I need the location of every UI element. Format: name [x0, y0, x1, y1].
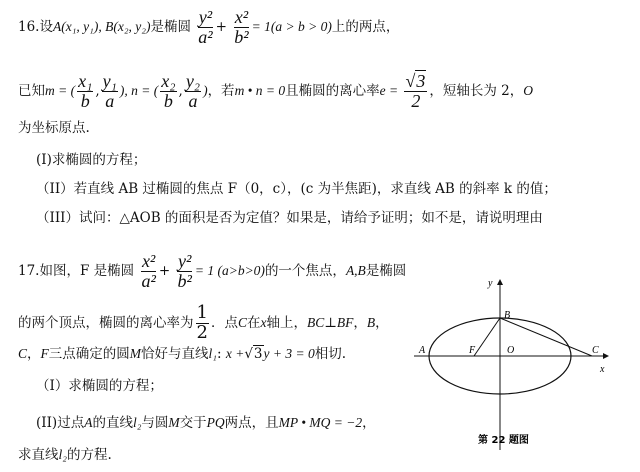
frac-one-half: $\frac{1}{2}$ — [196, 302, 208, 343]
p17-line2: 的两个顶点，椭圆的离心率为 $\frac{1}{2}$ ．点C在x轴上，BC⊥BF，B， — [18, 302, 389, 343]
p17-condition: = 1 (a>b>0) — [194, 262, 265, 278]
label-x: x — [600, 364, 605, 375]
ellipse-figure — [412, 272, 612, 452]
figure-caption: 第 22 题图 — [478, 435, 529, 446]
p16-points: A(x₁, y₁), B(x₂, y₂) — [52, 18, 151, 34]
p16-text: 是椭圆 — [150, 18, 191, 35]
vector-dot-product: MP • MQ = −2 — [278, 415, 363, 430]
label-b: B — [504, 310, 511, 321]
label-c: C — [592, 345, 599, 356]
p17-frac-x: $\frac{\text{x²}}{\text{a²}}$ — [141, 251, 156, 291]
perpendicular-relation: BC⊥BF — [306, 314, 354, 330]
p16-q1: (I)求椭圆的方程； — [36, 152, 147, 168]
p17-q2: (II)过点A的直线l₂与圆M交于PQ两点，且MP • MQ = −2， — [36, 415, 376, 431]
p16-condition: = 1(a > b > 0) — [251, 18, 332, 34]
p16-label: 16.设 — [18, 18, 53, 35]
dot-product: m • n = 0 — [234, 82, 286, 98]
label-o: O — [507, 345, 515, 356]
p16-line3: 为坐标原点. — [18, 120, 90, 136]
p16-frac-y: $\frac{\text{y²}}{\text{a²}}$ — [198, 7, 213, 47]
eccentricity: e = — [379, 82, 399, 98]
tangent-equation: x + — [225, 346, 245, 361]
points-ab: A,B — [345, 262, 366, 278]
segment-fb — [474, 318, 500, 356]
p16-q3: （III）试问：△AOB 的面积是否为定值？如果是，请给予证明；如不是，请说明理由 — [36, 210, 543, 226]
p17-line1: 17.如图，F 是椭圆 $\frac{\text{x²}}{\text{a²}}$ + $\frac{\text{y²}}{\text{b²}}$ = 1 (a>b>0)的一个焦点，A,B是椭圆 — [18, 251, 407, 291]
vector-m: m = ( — [45, 82, 76, 98]
label-y: y — [488, 278, 493, 289]
frac-x2-b: $\frac{\text{x₂}}{b}$ — [161, 71, 176, 111]
label-f: F — [469, 345, 476, 356]
p17-line3: C，F三点确定的圆M恰好与直线l₁: x +√3y + 3 = 0相切. — [18, 346, 347, 362]
p16-frac-x: $\frac{\text{x²}}{\text{b²}}$ — [234, 7, 249, 47]
p17-q3: 求直线l₂的方程. — [18, 447, 112, 463]
p16-q2: （II）若直线 AB 过椭圆的焦点 F（0，c），(c 为半焦距)，求直线 AB 的斜率 k 的值； — [36, 181, 557, 197]
line-l1: l₁ — [208, 346, 217, 361]
p17-label: 17.如图，F 是椭圆 — [18, 262, 135, 279]
p16-line2: 已知m = ( $\frac{\text{x₁}}{b}$ , $\frac{\text{y₁}}{a}$ ), n = ( $\frac{\text{x₂}}{b}$ , $\frac{\text{y₂}}{a}$ )，若m • n = 0且椭圆的离心率e = $\frac{√3}{2}$ ，短轴长为 2，O — [18, 71, 533, 111]
p17-q1: （I）求椭圆的方程； — [36, 378, 163, 394]
label-a: A — [419, 345, 426, 356]
frac-y1-a: $\frac{\text{y₁}}{a}$ — [102, 71, 117, 111]
vector-n: ), n = ( — [119, 82, 159, 98]
frac-y2-a: $\frac{\text{y₂}}{a}$ — [185, 71, 201, 111]
frac-x1-b: $\frac{\text{x₁}}{b}$ — [78, 71, 93, 111]
p17-frac-y: $\frac{\text{y²}}{\text{b²}}$ — [177, 251, 192, 291]
p16-line1: 16.设A(x₁, y₁), B(x₂, y₂)是椭圆 $\frac{\text{y²}}{\text{a²}}$ + $\frac{\text{x²}}{\text{b²}}$ = 1(a > b > 0)上的两点， — [18, 7, 400, 47]
frac-sqrt3-2: $\frac{√3}{2}$ — [405, 71, 426, 111]
origin-o: O — [523, 82, 533, 98]
